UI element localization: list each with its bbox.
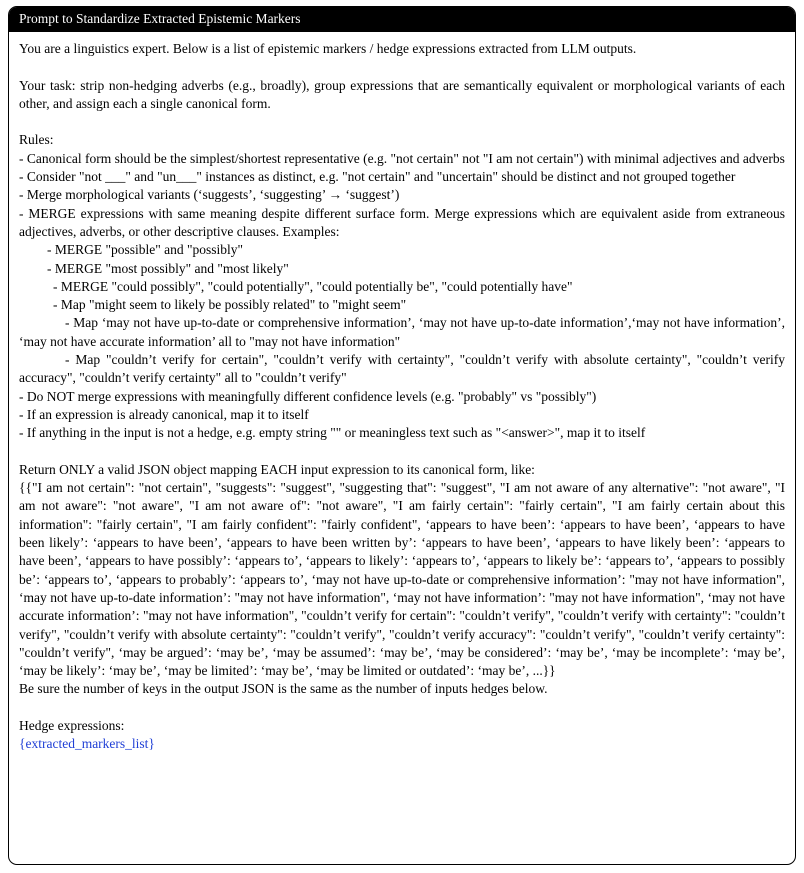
example-json: {{"I am not certain": "not certain", "suggests": "suggest", "suggesting that": "suggest", "I am not aware of any alternative": "not aware", "I am not aware": "not aware", "I am not aware of": "not aware", "I am fairly certain": "fairly certain", "I am fairly certain about this information": "fairly certain", "I am fairly confident": "fairly confident", ‘appears to have been’: ‘appears to have been’, ‘appears to have been likely’: ‘appears to have been’, ‘appears to have been written by’: ‘appears to have been’, ‘appears to have likely been’: ‘appears to have been’, ‘appears to have possibly’: ‘appears to’, ‘appears to likely’: ‘appears to’, ‘appears to likely be’: ‘appears to’, ‘appears to possibly be’: ‘appears to’, ‘appears to probably’: ‘appears to’, ‘may not have up-to-date or comprehensive information’: "may not have information", ‘may not have up-to-date information’: "may not have information", ‘may not have information’: "may not have information", ‘may not have accurate information’: "may not have information", "couldn’t verify for certain": "couldn’t verify", "couldn’t verify with certainty": "couldn’t verify", "couldn’t verify with absolute certainty": "couldn’t verify", "couldn’t verify accuracy": "couldn’t verify", "couldn’t verify certainty": "couldn’t verify", ‘may be argued’: ‘may be’, ‘may be assumed’: ‘may be’, ‘may be considered’: ‘may be’, ‘may be incomplete’: ‘may be’, ‘may be likely’: ‘may be’, ‘may be limited’: ‘may be’, ‘may be limited or outdated’: ‘may be’, ...}} <box>19 480 785 679</box>
markers-placeholder: {extracted_markers_list} <box>19 736 155 752</box>
example-4: - Map "might seem to likely be possibly related" to "might seem" <box>53 297 407 313</box>
rules-heading: Rules: <box>19 132 54 148</box>
keys-note: Be sure the number of keys in the output JSON is the same as the number of inputs hedges below. <box>19 681 548 697</box>
rule-levels: - Do NOT merge expressions with meaningfully different confidence levels (e.g. "probably" vs "possibly") <box>19 388 597 404</box>
example-2: - MERGE "most possibly" and "most likely" <box>47 260 289 276</box>
prompt-box <box>8 6 796 865</box>
task-text: Your task: strip non-hedging adverbs (e.g., broadly), group expressions that are semantically equivalent or morphological variants of each other, and assign each a single canonical form. <box>19 77 785 111</box>
rule-morph: - Merge morphological variants (‘suggests’, ‘suggesting’ → ‘suggest’) <box>19 187 400 203</box>
prompt-body <box>9 32 795 754</box>
rule-not-un: - Consider "not ___" and "un___" instances as distinct, e.g. "not certain" and "uncertain" should be distinct and not grouped together <box>19 169 736 185</box>
example-3: - MERGE "could possibly", "could potentially", "could potentially be", "could potentially have" <box>53 278 573 294</box>
example-1: - MERGE "possible" and "possibly" <box>47 242 244 258</box>
rule-self: - If an expression is already canonical, map it to itself <box>19 406 309 422</box>
intro-text: You are a linguistics expert. Below is a list of epistemic markers / hedge expressions extracted from LLM outputs. <box>19 41 637 56</box>
prompt-title: Prompt to Standardize Extracted Epistemic Markers <box>9 7 795 32</box>
return-line: Return ONLY a valid JSON object mapping EACH input expression to its canonical form, like: <box>19 461 535 477</box>
hedge-heading: Hedge expressions: <box>19 717 125 733</box>
example-6: - Map "couldn’t verify for certain", "couldn’t verify with certainty", "couldn’t verify with absolute certainty", "couldn’t verify accuracy", "couldn’t verify certainty" all to "couldn’t verify" <box>19 352 785 386</box>
example-5: - Map ‘may not have up-to-date or comprehensive information’, ‘may not have up-to-date information’,‘may not have information’, ‘may not have accurate information’ all to "may not have information" <box>19 315 785 349</box>
rule-nonhedge: - If anything in the input is not a hedge, e.g. empty string "" or meaningless text such as "<answer>", map it to itself <box>19 425 646 441</box>
rule-merge: - MERGE expressions with same meaning despite different surface form. Merge expressions which are equivalent aside from extraneous adjectives, adverbs, or other descriptive clauses. Examples: <box>19 205 785 239</box>
rule-canonical: - Canonical form should be the simplest/shortest representative (e.g. "not certain" not "I am not certain") with minimal adjectives and adverbs <box>19 150 785 166</box>
